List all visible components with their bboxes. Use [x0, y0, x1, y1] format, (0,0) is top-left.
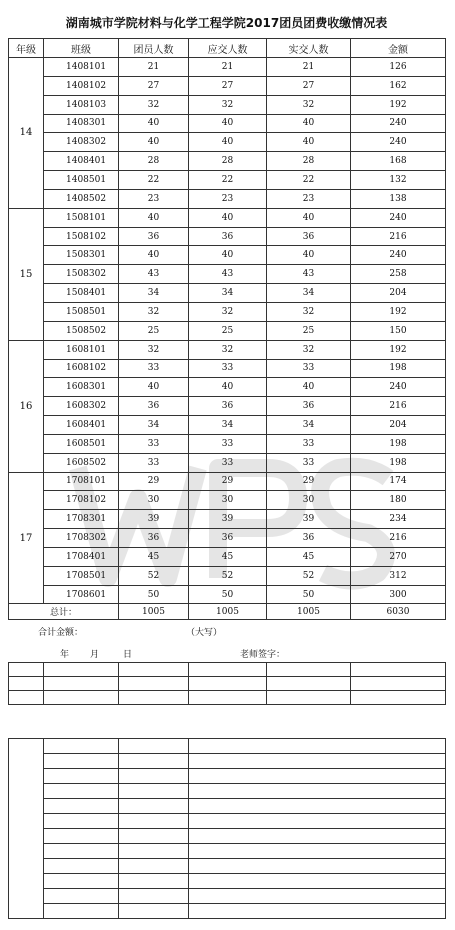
due-cell: 40: [189, 133, 267, 152]
amount-cell: 180: [351, 491, 446, 510]
amount-cell: 216: [351, 529, 446, 548]
members-cell: 25: [119, 321, 189, 340]
paid-cell: 21: [267, 58, 351, 77]
amount-cell: 198: [351, 453, 446, 472]
amount-cell: 216: [351, 227, 446, 246]
members-cell: 27: [119, 76, 189, 95]
paid-cell: 23: [267, 189, 351, 208]
members-cell: 23: [119, 189, 189, 208]
blank-cell: [44, 799, 119, 814]
class-cell: 1408101: [44, 58, 119, 77]
members-cell: 22: [119, 171, 189, 190]
header-paid: 实交人数: [267, 39, 351, 58]
year-label: 年: [60, 650, 70, 660]
members-cell: 36: [119, 227, 189, 246]
blank-cell: [44, 663, 119, 677]
amount-cell: 258: [351, 265, 446, 284]
blank-cell: [189, 677, 267, 691]
blank-grid-bottom: [8, 738, 446, 919]
due-cell: 32: [189, 95, 267, 114]
class-cell: 1708601: [44, 585, 119, 604]
blank-cell: [189, 799, 446, 814]
due-cell: 40: [189, 246, 267, 265]
due-cell: 36: [189, 529, 267, 548]
header-due: 应交人数: [189, 39, 267, 58]
table-row: [9, 284, 446, 303]
blank-row: [9, 814, 446, 829]
amount-cell: 198: [351, 359, 446, 378]
table-row: [9, 95, 446, 114]
amount-cell: 240: [351, 114, 446, 133]
blank-cell: [119, 739, 189, 754]
blank-row: [9, 754, 446, 769]
class-cell: 1708301: [44, 510, 119, 529]
paid-cell: 33: [267, 359, 351, 378]
table-row: [9, 378, 446, 397]
members-cell: 28: [119, 152, 189, 171]
grade-cell: 14: [9, 58, 44, 209]
amount-cell: 138: [351, 189, 446, 208]
members-cell: 34: [119, 284, 189, 303]
due-cell: 25: [189, 321, 267, 340]
table-row: [9, 208, 446, 227]
due-cell: 21: [189, 58, 267, 77]
table-row: [9, 114, 446, 133]
class-cell: 1508502: [44, 321, 119, 340]
class-cell: 1508301: [44, 246, 119, 265]
blank-cell: [44, 844, 119, 859]
blank-cell: [351, 677, 446, 691]
due-cell: 50: [189, 585, 267, 604]
class-cell: 1608302: [44, 397, 119, 416]
blank-row: [9, 904, 446, 919]
paid-cell: 36: [267, 227, 351, 246]
paid-cell: 40: [267, 246, 351, 265]
paid-cell: 32: [267, 302, 351, 321]
amount-cell: 312: [351, 566, 446, 585]
table-row: [9, 547, 446, 566]
table-row: [9, 302, 446, 321]
table-row: [9, 133, 446, 152]
day-label: 日: [123, 650, 133, 660]
blank-cell: [119, 814, 189, 829]
members-cell: 36: [119, 397, 189, 416]
class-cell: 1608102: [44, 359, 119, 378]
blank-cell: [189, 739, 446, 754]
blank-cell: [119, 784, 189, 799]
header-row: [9, 39, 446, 58]
blank-grid-top: [8, 662, 446, 705]
blank-row: [9, 677, 446, 691]
blank-cell: [267, 691, 351, 705]
table-row: [9, 265, 446, 284]
amount-cell: 198: [351, 434, 446, 453]
blank-cell: [119, 904, 189, 919]
amount-cell: 240: [351, 246, 446, 265]
blank-cell: [119, 829, 189, 844]
blank-cell: [44, 829, 119, 844]
class-cell: 1408301: [44, 114, 119, 133]
header-grade: 年级: [9, 39, 44, 58]
table-row: [9, 171, 446, 190]
blank-cell: [189, 904, 446, 919]
due-cell: 34: [189, 416, 267, 435]
total-row: [9, 604, 446, 620]
paid-cell: 22: [267, 171, 351, 190]
blank-row: [9, 691, 446, 705]
due-cell: 30: [189, 491, 267, 510]
paid-cell: 36: [267, 397, 351, 416]
table-row: [9, 76, 446, 95]
blank-cell: [119, 889, 189, 904]
amount-cell: 162: [351, 76, 446, 95]
amount-cell: 168: [351, 152, 446, 171]
amount-cell: 192: [351, 95, 446, 114]
class-cell: 1708501: [44, 566, 119, 585]
paid-cell: 33: [267, 453, 351, 472]
amount-cell: 126: [351, 58, 446, 77]
fee-sheet: [8, 8, 445, 920]
paid-cell: 33: [267, 434, 351, 453]
due-cell: 33: [189, 359, 267, 378]
paid-cell: 28: [267, 152, 351, 171]
total-amount: 6030: [351, 604, 446, 620]
paid-cell: 40: [267, 208, 351, 227]
paid-cell: 50: [267, 585, 351, 604]
members-cell: 33: [119, 359, 189, 378]
members-cell: 32: [119, 340, 189, 359]
total-paid: 1005: [267, 604, 351, 620]
table-row: [9, 491, 446, 510]
paid-cell: 40: [267, 378, 351, 397]
due-cell: 27: [189, 76, 267, 95]
header-members: 团员人数: [119, 39, 189, 58]
due-cell: 32: [189, 302, 267, 321]
blank-cell: [9, 691, 44, 705]
blank-cell: [44, 677, 119, 691]
sheet-title: 湖南城市学院材料与化学工程学院2017团员团费收缴情况表: [65, 16, 388, 30]
amount-cell: 300: [351, 585, 446, 604]
due-cell: 45: [189, 547, 267, 566]
header-amount: 金额: [351, 39, 446, 58]
blank-row: [9, 784, 446, 799]
blank-cell: [189, 814, 446, 829]
class-cell: 1608401: [44, 416, 119, 435]
class-cell: 1608301: [44, 378, 119, 397]
due-cell: 36: [189, 227, 267, 246]
blank-cell: [44, 859, 119, 874]
blank-cell: [44, 739, 119, 754]
paid-cell: 25: [267, 321, 351, 340]
due-cell: 33: [189, 434, 267, 453]
blank-cell: [189, 844, 446, 859]
blank-cell: [119, 677, 189, 691]
header-class: 班级: [44, 39, 119, 58]
table-row: [9, 529, 446, 548]
blank-cell: [9, 739, 44, 919]
blank-cell: [44, 769, 119, 784]
paid-cell: 32: [267, 340, 351, 359]
blank-cell: [119, 691, 189, 705]
due-cell: 43: [189, 265, 267, 284]
grade-cell: 16: [9, 340, 44, 472]
table-row: [9, 359, 446, 378]
members-cell: 43: [119, 265, 189, 284]
grade-cell: 15: [9, 208, 44, 340]
blank-cell: [119, 754, 189, 769]
class-cell: 1708101: [44, 472, 119, 491]
members-cell: 40: [119, 246, 189, 265]
blank-cell: [119, 859, 189, 874]
due-cell: 33: [189, 453, 267, 472]
members-cell: 39: [119, 510, 189, 529]
paid-cell: 27: [267, 76, 351, 95]
class-cell: 1508302: [44, 265, 119, 284]
total-due: 1005: [189, 604, 267, 620]
blank-cell: [119, 799, 189, 814]
class-cell: 1408102: [44, 76, 119, 95]
members-cell: 40: [119, 378, 189, 397]
class-cell: 1508102: [44, 227, 119, 246]
table-row: [9, 566, 446, 585]
members-cell: 40: [119, 114, 189, 133]
blank-cell: [189, 874, 446, 889]
total-label: 总计：: [9, 604, 119, 620]
class-cell: 1408401: [44, 152, 119, 171]
blank-row: [9, 889, 446, 904]
class-cell: 1508101: [44, 208, 119, 227]
blank-row: [9, 739, 446, 754]
members-cell: 30: [119, 491, 189, 510]
amount-cell: 192: [351, 340, 446, 359]
due-cell: 22: [189, 171, 267, 190]
due-cell: 39: [189, 510, 267, 529]
members-cell: 33: [119, 434, 189, 453]
blank-cell: [44, 784, 119, 799]
table-row: [9, 246, 446, 265]
members-cell: 50: [119, 585, 189, 604]
table-row: [9, 321, 446, 340]
amount-cell: 150: [351, 321, 446, 340]
paid-cell: 34: [267, 416, 351, 435]
amount-cell: 240: [351, 133, 446, 152]
amount-cell: 174: [351, 472, 446, 491]
blank-row: [9, 874, 446, 889]
due-cell: 23: [189, 189, 267, 208]
table-row: [9, 585, 446, 604]
blank-cell: [44, 904, 119, 919]
capital-label: （大写）: [186, 628, 223, 638]
class-cell: 1608101: [44, 340, 119, 359]
paid-cell: 34: [267, 284, 351, 303]
paid-cell: 40: [267, 114, 351, 133]
blank-row: [9, 799, 446, 814]
paid-cell: 52: [267, 566, 351, 585]
paid-cell: 29: [267, 472, 351, 491]
due-cell: 52: [189, 566, 267, 585]
amount-cell: 234: [351, 510, 446, 529]
blank-cell: [189, 663, 267, 677]
due-cell: 40: [189, 378, 267, 397]
members-cell: 40: [119, 133, 189, 152]
members-cell: 21: [119, 58, 189, 77]
due-cell: 32: [189, 340, 267, 359]
class-cell: 1708302: [44, 529, 119, 548]
blank-row: [9, 859, 446, 874]
class-cell: 1708401: [44, 547, 119, 566]
month-label: 月: [90, 650, 100, 660]
class-cell: 1608501: [44, 434, 119, 453]
blank-row: [9, 663, 446, 677]
amount-cell: 216: [351, 397, 446, 416]
blank-cell: [189, 691, 267, 705]
fee-table: [8, 38, 446, 620]
amount-cell: 204: [351, 284, 446, 303]
amount-cell: 192: [351, 302, 446, 321]
sum-label: 合计金额：: [38, 628, 84, 638]
class-cell: 1408501: [44, 171, 119, 190]
due-cell: 40: [189, 208, 267, 227]
members-cell: 32: [119, 302, 189, 321]
amount-cell: 240: [351, 378, 446, 397]
teacher-sign-label: 老师签字：: [240, 650, 286, 660]
members-cell: 29: [119, 472, 189, 491]
due-cell: 29: [189, 472, 267, 491]
blank-cell: [351, 663, 446, 677]
blank-cell: [351, 691, 446, 705]
paid-cell: 30: [267, 491, 351, 510]
class-cell: 1408103: [44, 95, 119, 114]
due-cell: 28: [189, 152, 267, 171]
paid-cell: 32: [267, 95, 351, 114]
blank-cell: [189, 829, 446, 844]
blank-cell: [9, 663, 44, 677]
members-cell: 52: [119, 566, 189, 585]
table-row: [9, 472, 446, 491]
paid-cell: 45: [267, 547, 351, 566]
members-cell: 34: [119, 416, 189, 435]
table-row: [9, 152, 446, 171]
class-cell: 1608502: [44, 453, 119, 472]
table-row: [9, 434, 446, 453]
due-cell: 36: [189, 397, 267, 416]
paid-cell: 43: [267, 265, 351, 284]
paid-cell: 40: [267, 133, 351, 152]
members-cell: 33: [119, 453, 189, 472]
class-cell: 1408502: [44, 189, 119, 208]
blank-cell: [119, 663, 189, 677]
blank-cell: [119, 874, 189, 889]
amount-cell: 204: [351, 416, 446, 435]
blank-cell: [119, 769, 189, 784]
blank-cell: [44, 814, 119, 829]
grade-cell: 17: [9, 472, 44, 604]
class-cell: 1408302: [44, 133, 119, 152]
members-cell: 40: [119, 208, 189, 227]
class-cell: 1508401: [44, 284, 119, 303]
blank-cell: [189, 754, 446, 769]
blank-cell: [189, 889, 446, 904]
members-cell: 45: [119, 547, 189, 566]
due-cell: 40: [189, 114, 267, 133]
blank-cell: [267, 677, 351, 691]
blank-cell: [189, 784, 446, 799]
blank-cell: [119, 844, 189, 859]
table-row: [9, 397, 446, 416]
blank-cell: [189, 769, 446, 784]
table-row: [9, 340, 446, 359]
class-cell: 1508501: [44, 302, 119, 321]
table-row: [9, 510, 446, 529]
amount-cell: 270: [351, 547, 446, 566]
blank-cell: [44, 691, 119, 705]
table-row: [9, 416, 446, 435]
table-row: [9, 227, 446, 246]
blank-row: [9, 829, 446, 844]
paid-cell: 39: [267, 510, 351, 529]
blank-cell: [44, 874, 119, 889]
blank-row: [9, 769, 446, 784]
amount-cell: 240: [351, 208, 446, 227]
amount-cell: 132: [351, 171, 446, 190]
table-row: [9, 189, 446, 208]
due-cell: 34: [189, 284, 267, 303]
blank-cell: [9, 677, 44, 691]
blank-cell: [44, 889, 119, 904]
blank-cell: [44, 754, 119, 769]
blank-cell: [267, 663, 351, 677]
blank-cell: [189, 859, 446, 874]
members-cell: 36: [119, 529, 189, 548]
class-cell: 1708102: [44, 491, 119, 510]
paid-cell: 36: [267, 529, 351, 548]
blank-row: [9, 844, 446, 859]
table-row: [9, 453, 446, 472]
total-members: 1005: [119, 604, 189, 620]
members-cell: 32: [119, 95, 189, 114]
table-row: [9, 58, 446, 77]
